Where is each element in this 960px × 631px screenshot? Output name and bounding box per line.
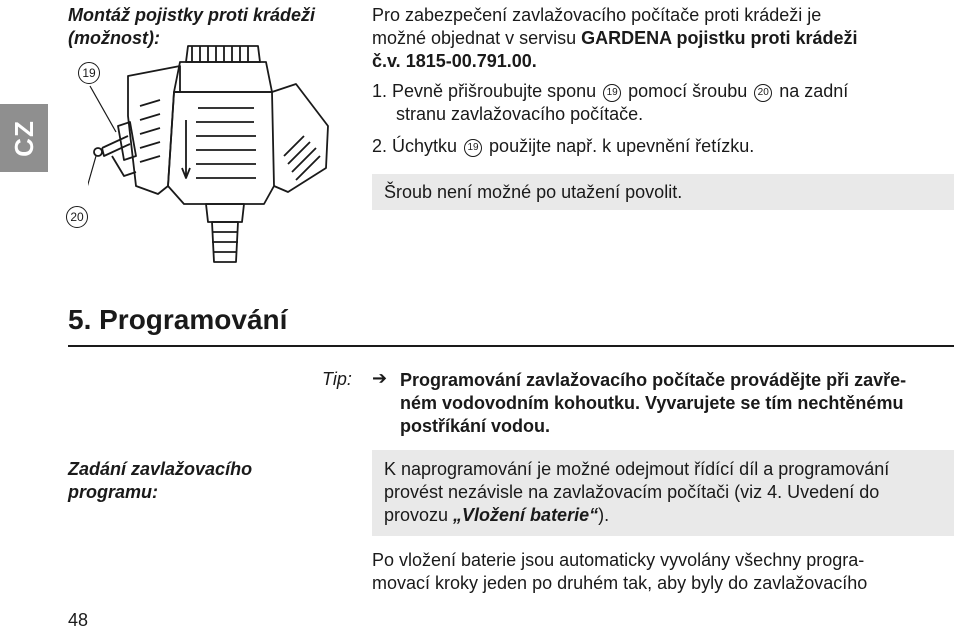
step-1 — [372, 80, 956, 103]
after-line2: movací kroky jeden po druhém tak, aby byly do zavlažovacího — [372, 573, 868, 593]
tip-line3: postříkání vodou. — [400, 416, 551, 436]
after-battery-text — [372, 549, 956, 595]
theft-label-line2: (možnost): — [68, 28, 160, 48]
intro-product-name: GARDENA pojistku proti krádeži — [581, 28, 858, 48]
box-line3 — [384, 504, 942, 527]
theft-intro — [372, 4, 956, 73]
section-heading: 5. Programování — [68, 304, 288, 335]
box-line3-c: ). — [598, 505, 610, 525]
step2-text-b: použijte např. k upevnění řetízku. — [484, 136, 755, 156]
callout-20 — [66, 206, 88, 228]
box-line3-reference: „Vložení baterie“ — [453, 505, 599, 525]
step1-text-a: 1. Pevně přišroubujte sponu — [372, 81, 602, 101]
tip-line2: ném vodovodním kohoutku. Vyvarujete se tím nechtěnému — [400, 393, 904, 413]
intro-line2 — [372, 27, 956, 50]
tip-line1: Programování zavlažovacího počítače provádějte při zavře- — [400, 370, 907, 390]
step1-text-c: na zadní — [774, 81, 849, 101]
language-tab — [0, 104, 48, 172]
tip-text — [400, 369, 955, 438]
entry-label-line1: Zadání zavlažovacího — [68, 459, 253, 479]
callout-19-number: 19 — [78, 62, 100, 84]
step1-text-b: pomocí šroubu — [623, 81, 753, 101]
tip-label: Tip: — [322, 369, 352, 389]
step2-callout-19: 19 — [464, 139, 482, 157]
intro-article-number: č.v. 1815-00.791.00. — [372, 51, 537, 71]
warning-note-text: Šroub není možné po utažení povolit. — [384, 181, 683, 202]
step-2 — [372, 135, 956, 158]
theft-label-line1: Montáž pojistky proti krádeži — [68, 5, 316, 25]
box-line1: K naprogramování je možné odejmout řídící díl a programování — [384, 459, 890, 479]
step1-callout-20: 20 — [754, 84, 772, 102]
page-number: 48 — [68, 610, 89, 630]
arrow-right-icon: ➔ — [372, 368, 388, 388]
programming-info-box — [372, 450, 954, 536]
box-line2: provést nezávisle na zavlažovacím počítači (viz 4. Uvedení do — [384, 482, 880, 502]
language-tab-label: CZ — [8, 119, 39, 157]
entry-label-line2: programu: — [68, 482, 158, 502]
theft-steps — [372, 80, 956, 158]
step2-text-a: 2. Úchytku — [372, 136, 463, 156]
callout-20-number: 20 — [66, 206, 88, 228]
program-entry-label — [68, 458, 252, 504]
step1-line2: stranu zavlažovacího počítače. — [396, 104, 644, 124]
box-line3-a: provozu — [384, 505, 454, 525]
after-line1: Po vložení baterie jsou automaticky vyvolány všechny progra- — [372, 550, 865, 570]
section-divider — [68, 345, 954, 347]
intro-line2-text: možné objednat v servisu — [372, 28, 582, 48]
step1-callout-19: 19 — [603, 84, 621, 102]
intro-line1: Pro zabezpečení zavlažovacího počítače proti krádeži je — [372, 5, 822, 25]
water-computer-illustration — [88, 36, 338, 276]
warning-note — [372, 174, 954, 210]
